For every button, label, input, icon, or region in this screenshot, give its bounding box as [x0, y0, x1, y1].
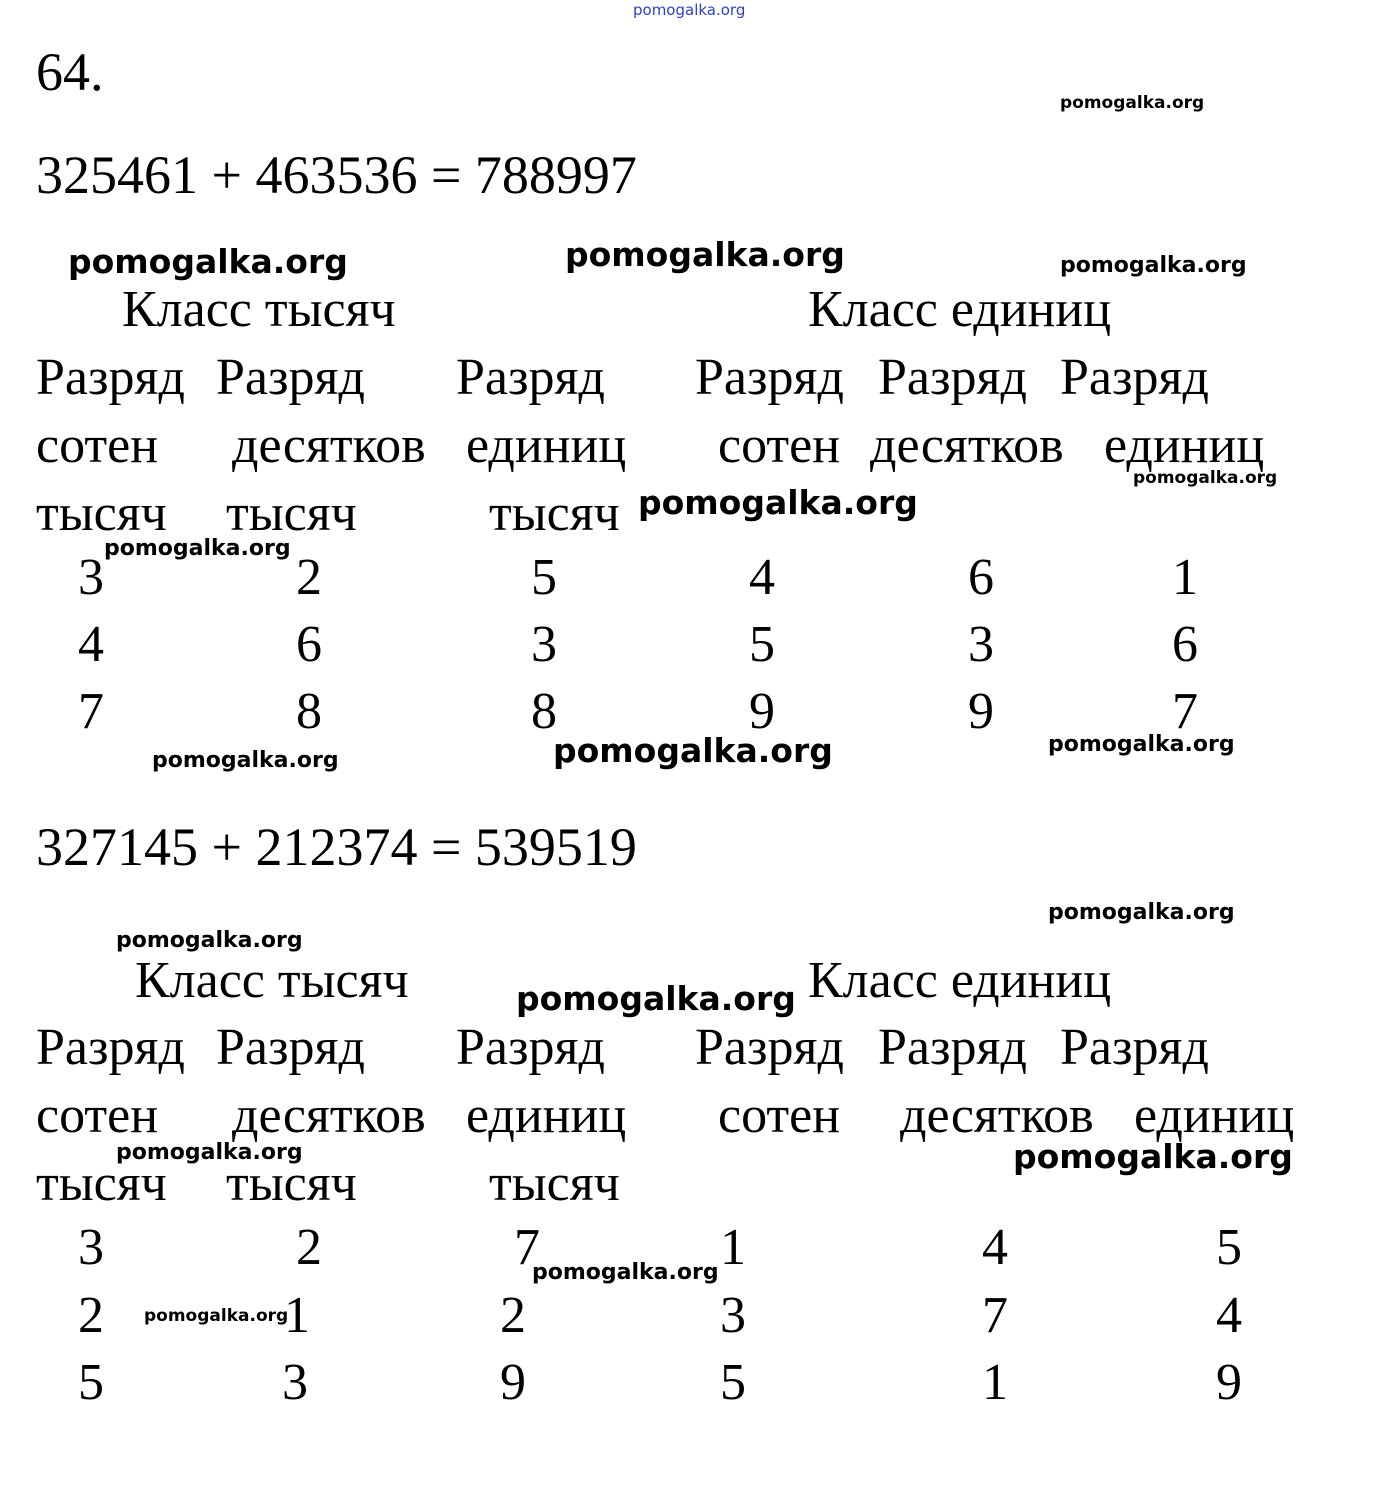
rank-name: единиц	[1104, 417, 1265, 474]
watermark: pomogalka.org	[532, 1260, 719, 1285]
digit-cell: 7	[1172, 683, 1198, 740]
digit-cell: 9	[968, 683, 994, 740]
digit-cell: 4	[1216, 1287, 1242, 1344]
rank-class: тысяч	[226, 1155, 357, 1212]
digit-cell: 7	[78, 683, 104, 740]
watermark: pomogalka.org	[152, 748, 339, 773]
digit-cell: 4	[749, 549, 775, 606]
rank-name: десятков	[232, 417, 426, 474]
watermark: pomogalka.org	[116, 1140, 303, 1165]
class-units-2: Класс единиц	[808, 952, 1112, 1009]
digit-cell: 4	[982, 1219, 1008, 1276]
rank-label: Разряд	[1060, 349, 1209, 406]
watermark: pomogalka.org	[1048, 732, 1235, 757]
rank-class: тысяч	[489, 1155, 620, 1212]
watermark-top: pomogalka.org	[633, 1, 746, 19]
rank-label: Разряд	[695, 1019, 844, 1076]
rank-name: сотен	[718, 417, 841, 474]
rank-name: единиц	[466, 417, 627, 474]
rank-class: тысяч	[36, 485, 167, 542]
watermark: pomogalka.org	[638, 483, 918, 522]
rank-label: Разряд	[36, 1019, 185, 1076]
digit-cell: 7	[982, 1287, 1008, 1344]
rank-label: Разряд	[878, 1019, 1027, 1076]
watermark: pomogalka.org	[1133, 468, 1278, 488]
rank-name: сотен	[36, 417, 159, 474]
digit-cell: 9	[500, 1354, 526, 1411]
digit-cell: 1	[284, 1287, 310, 1344]
rank-label: Разряд	[36, 349, 185, 406]
equation-1: 325461 + 463536 = 788997	[36, 145, 637, 205]
class-units-1: Класс единиц	[808, 281, 1112, 338]
digit-cell: 6	[1172, 616, 1198, 673]
rank-name: единиц	[1134, 1087, 1295, 1144]
digit-cell: 1	[1172, 549, 1198, 606]
rank-class: тысяч	[226, 485, 357, 542]
watermark: pomogalka.org	[116, 928, 303, 953]
digit-cell: 3	[531, 616, 557, 673]
digit-cell: 6	[968, 549, 994, 606]
equation-2: 327145 + 212374 = 539519	[36, 817, 637, 877]
class-thousands-1: Класс тысяч	[122, 281, 396, 338]
rank-name: сотен	[718, 1087, 841, 1144]
digit-cell: 3	[78, 1219, 104, 1276]
digit-cell: 5	[720, 1354, 746, 1411]
watermark: pomogalka.org	[1060, 93, 1205, 113]
watermark: pomogalka.org	[565, 235, 845, 274]
watermark: pomogalka.org	[1048, 900, 1235, 925]
digit-cell: 8	[531, 683, 557, 740]
digit-cell: 5	[749, 616, 775, 673]
digit-cell: 8	[296, 683, 322, 740]
watermark: pomogalka.org	[1013, 1137, 1293, 1176]
watermark: pomogalka.org	[553, 731, 833, 770]
rank-label: Разряд	[456, 1019, 605, 1076]
rank-class: тысяч	[489, 485, 620, 542]
digit-cell: 2	[296, 549, 322, 606]
rank-label: Разряд	[878, 349, 1027, 406]
rank-label: Разряд	[695, 349, 844, 406]
digit-cell: 9	[1216, 1354, 1242, 1411]
digit-cell: 4	[78, 616, 104, 673]
watermark: pomogalka.org	[1060, 253, 1247, 278]
digit-cell: 2	[500, 1287, 526, 1344]
problem-number: 64.	[36, 42, 104, 102]
rank-label: Разряд	[456, 349, 605, 406]
rank-name: десятков	[232, 1087, 426, 1144]
digit-cell: 3	[78, 549, 104, 606]
digit-cell: 6	[296, 616, 322, 673]
digit-cell: 5	[1216, 1219, 1242, 1276]
digit-cell: 9	[749, 683, 775, 740]
digit-cell: 7	[514, 1219, 540, 1276]
watermark: pomogalka.org	[516, 979, 796, 1018]
digit-cell: 3	[968, 616, 994, 673]
digit-cell: 5	[78, 1354, 104, 1411]
rank-label: Разряд	[1060, 1019, 1209, 1076]
rank-name: сотен	[36, 1087, 159, 1144]
digit-cell: 1	[720, 1219, 746, 1276]
rank-class: тысяч	[36, 1155, 167, 1212]
watermark: pomogalka.org	[68, 242, 348, 281]
rank-label: Разряд	[216, 1019, 365, 1076]
digit-cell: 1	[982, 1354, 1008, 1411]
digit-cell: 5	[531, 549, 557, 606]
watermark: pomogalka.org	[144, 1306, 289, 1326]
rank-label: Разряд	[216, 349, 365, 406]
digit-cell: 2	[78, 1287, 104, 1344]
digit-cell: 3	[720, 1287, 746, 1344]
class-thousands-2: Класс тысяч	[135, 952, 409, 1009]
rank-name: десятков	[900, 1087, 1094, 1144]
digit-cell: 3	[282, 1354, 308, 1411]
watermark: pomogalka.org	[104, 536, 291, 561]
rank-name: единиц	[466, 1087, 627, 1144]
rank-name: десятков	[870, 417, 1064, 474]
digit-cell: 2	[296, 1219, 322, 1276]
